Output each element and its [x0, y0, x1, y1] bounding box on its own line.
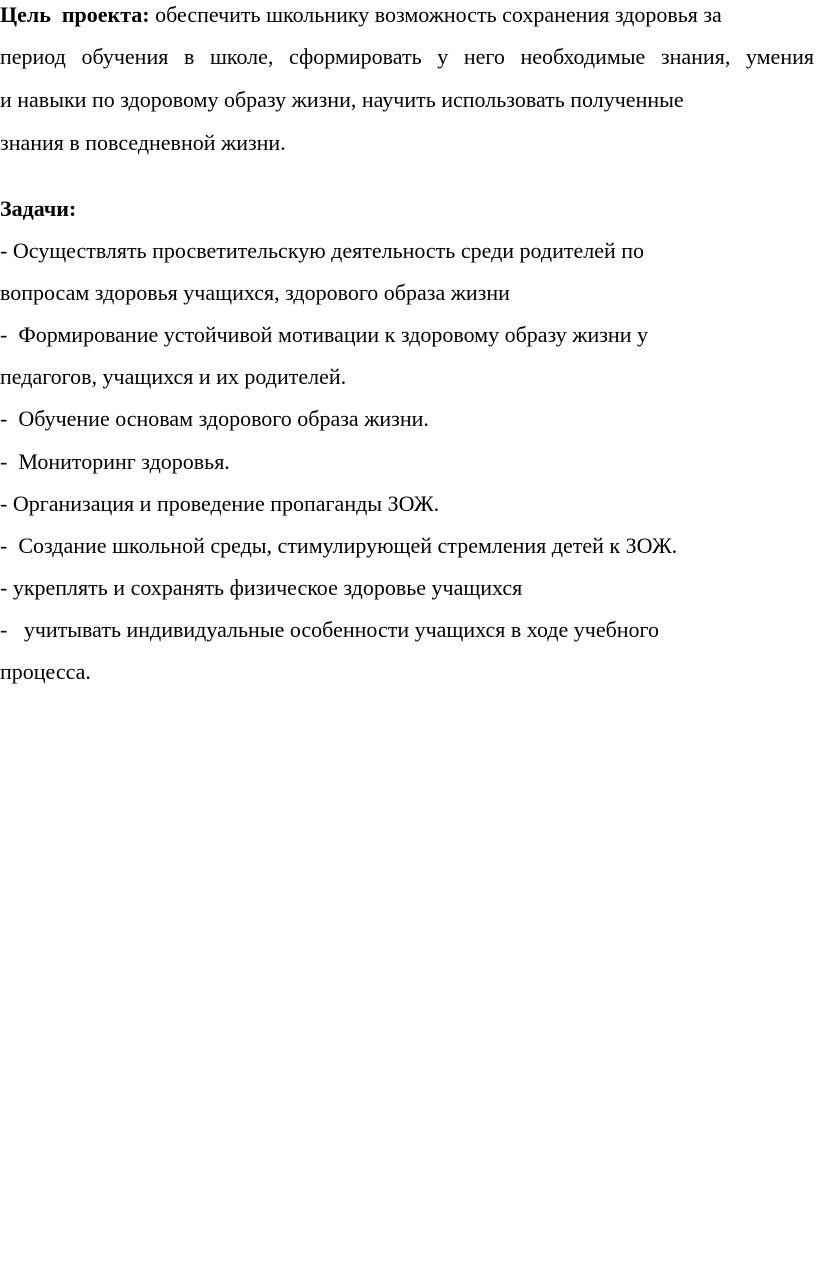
task-line-11: процесса.: [0, 659, 91, 684]
goal-line-3: и навыки по здоровому образу жизни, научить использовать полученные: [0, 87, 684, 112]
task-line-1: - Осуществлять просветительскую деятельность среди родителей по: [0, 238, 645, 263]
goal-line-2: период обучения в школе, сформировать у него необходимые знания, умения: [0, 44, 814, 69]
goal-line-1: [0, 2, 722, 28]
task-line-4: педагогов, учащихся и их родителей.: [0, 364, 347, 389]
tasks-heading: Задачи:: [0, 196, 77, 221]
task-line-7: - Организация и проведение пропаганды ЗОЖ.: [0, 491, 440, 516]
task-line-6: - Мониторинг здоровья.: [0, 449, 230, 474]
task-line-2: вопросам здоровья учащихся, здорового образа жизни: [0, 280, 510, 305]
goal-label: Цель проекта:: [0, 2, 150, 27]
goal-text-1: обеспечить школьнику возможность сохранения здоровья за: [155, 2, 722, 27]
goal-line-4: знания в повседневной жизни.: [0, 130, 286, 155]
task-line-9: - укреплять и сохранять физическое здоровье учащихся: [0, 575, 523, 600]
task-line-3: - Формирование устойчивой мотивации к здоровому образу жизни у: [0, 322, 648, 347]
task-line-5: - Обучение основам здорового образа жизни.: [0, 406, 429, 431]
task-line-8: - Создание школьной среды, стимулирующей стремления детей к ЗОЖ.: [0, 533, 678, 558]
task-line-10: - учитывать индивидуальные особенности учащихся в ходе учебного: [0, 617, 660, 642]
